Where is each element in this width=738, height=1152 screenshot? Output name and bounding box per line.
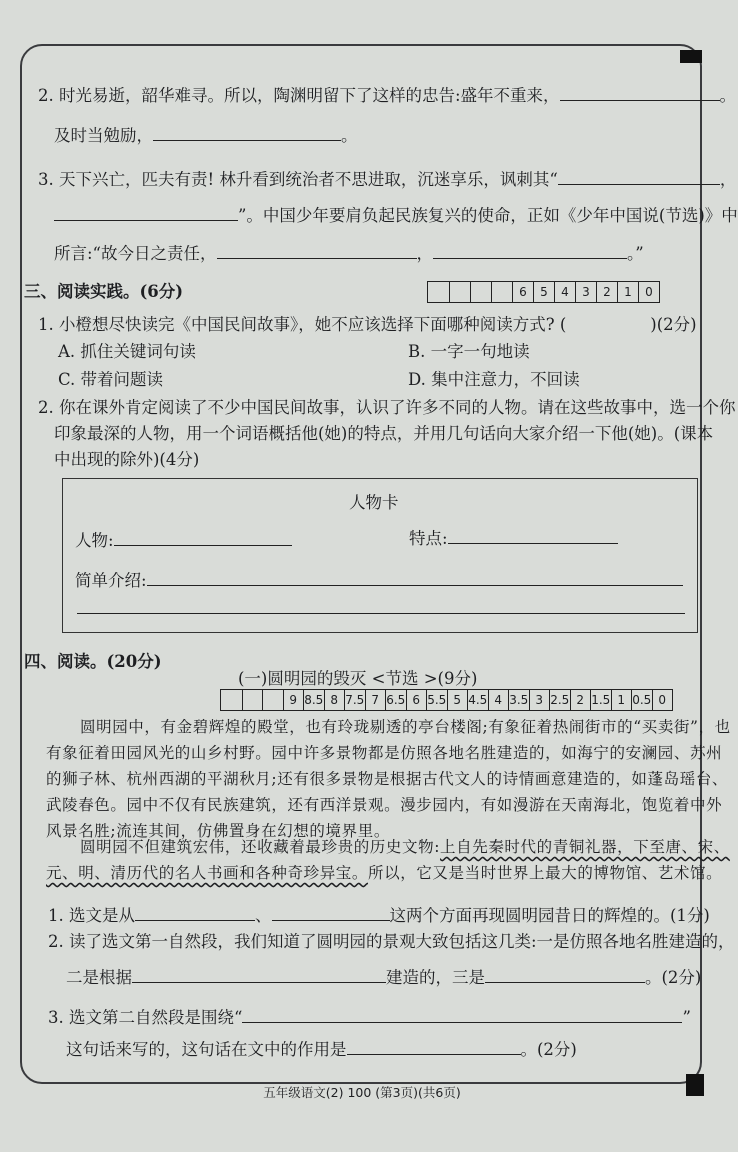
score-cell[interactable] — [491, 282, 512, 302]
score-cell[interactable] — [262, 690, 283, 710]
score-cell[interactable]: 3.5 — [508, 690, 529, 710]
answer-blank[interactable] — [433, 242, 627, 259]
passage-p2-line-1: 圆明园不但建筑宏伟，还收藏着最珍贵的历史文物:上自先秦时代的青铜礼器，下至唐、宋、 — [80, 838, 730, 856]
option-c[interactable]: C. 带着问题读 — [58, 370, 164, 389]
score-cell[interactable]: 0 — [638, 282, 659, 302]
sub-question-3-line-1: 3. 选文第二自然段是围绕“ ” — [48, 1008, 691, 1027]
score-cell[interactable] — [470, 282, 491, 302]
score-cell[interactable]: 9 — [283, 690, 304, 710]
underlined-sentence: 上自先秦时代的青铜礼器，下至唐、宋、 — [440, 838, 730, 856]
answer-blank[interactable] — [217, 242, 417, 259]
answer-blank[interactable] — [132, 966, 386, 983]
score-cell[interactable] — [221, 690, 242, 710]
score-box-section-3 — [427, 281, 660, 303]
answer-blank[interactable] — [347, 1038, 521, 1055]
score-cell[interactable]: 1 — [611, 690, 632, 710]
score-cell[interactable]: 6 — [406, 690, 427, 710]
score-cell[interactable] — [242, 690, 263, 710]
score-cell[interactable]: 1 — [617, 282, 638, 302]
intro-input-line-2[interactable] — [77, 597, 685, 614]
option-b[interactable]: B. 一字一句地读 — [408, 342, 530, 361]
section-4-title: 四、阅读。(20分) — [24, 652, 162, 671]
passage-p1-line-1: 圆明园中，有金碧辉煌的殿堂，也有玲珑剔透的亭台楼阁;有象征着热闹街市的“买卖街”，也 — [80, 718, 731, 736]
question-2-line-1: 2. 时光易逝，韶华难寻。所以，陶渊明留下了这样的忠告:盛年不重来， 。 — [38, 86, 737, 105]
score-cell[interactable]: 8 — [324, 690, 345, 710]
character-card — [62, 478, 698, 633]
trait-input[interactable] — [448, 527, 618, 544]
passage-title: (一)圆明园的毁灭 <节选 >(9分) — [238, 669, 478, 688]
score-box-section-4 — [220, 689, 673, 711]
passage-p1-line-3: 的狮子林、杭州西湖的平湖秋月;还有很多景物是根据古代文人的诗情画意建造的，如蓬岛瑶台、 — [46, 770, 729, 788]
option-d[interactable]: D. 集中注意力，不回读 — [408, 370, 580, 389]
answer-blank[interactable] — [135, 904, 255, 921]
score-cell[interactable]: 5.5 — [426, 690, 447, 710]
score-cell[interactable]: 8.5 — [303, 690, 324, 710]
answer-blank[interactable] — [242, 1006, 682, 1023]
score-cell[interactable]: 0 — [652, 690, 673, 710]
score-cell[interactable]: 5 — [447, 690, 468, 710]
passage-p2-line-2: 元、明、清历代的名人书画和各种奇珍异宝。所以，它又是当时世界上最大的博物馆、艺术馆。 — [46, 864, 723, 882]
score-cell[interactable]: 7.5 — [344, 690, 365, 710]
sub-question-2-line-1: 2. 读了选文第一自然段，我们知道了圆明园的景观大致包括这几类:一是仿照各地名胜建造的， — [48, 932, 735, 951]
reading-question-1: 1. 小橙想尽快读完《中国民间故事》，她不应该选择下面哪种阅读方式? ( )(2分) — [38, 315, 697, 334]
score-cell[interactable]: 2 — [570, 690, 591, 710]
score-cell[interactable]: 4 — [554, 282, 575, 302]
question-2-line-2: 及时当勉励， 。 — [54, 126, 358, 145]
section-3-title: 三、阅读实践。(6分) — [24, 282, 184, 301]
card-person-row: 人物: — [75, 529, 292, 553]
card-intro-row: 简单介绍: — [75, 569, 683, 593]
answer-blank[interactable] — [485, 966, 645, 983]
intro-input[interactable] — [147, 569, 683, 586]
score-cell[interactable] — [449, 282, 470, 302]
card-trait-row: 特点: — [409, 527, 618, 551]
reading-question-2-line-1: 2. 你在课外肯定阅读了不少中国民间故事，认识了许多不同的人物。请在这些故事中，选一个你 — [38, 398, 736, 417]
score-cell[interactable]: 7 — [365, 690, 386, 710]
score-cell[interactable]: 2.5 — [549, 690, 570, 710]
passage-p1-line-4: 武陵春色。园中不仅有民族建筑，还有西洋景观。漫步园内，有如漫游在天南海北，饱览着中外 — [46, 796, 723, 814]
underlined-sentence: 元、明、清历代的名人书画和各种奇珍异宝。 — [46, 864, 369, 882]
card-title: 人物卡 — [349, 493, 399, 512]
score-cell[interactable]: 4 — [488, 690, 509, 710]
score-cell[interactable]: 3 — [575, 282, 596, 302]
answer-blank[interactable] — [153, 124, 341, 141]
option-a[interactable]: A. 抓住关键词句读 — [58, 342, 196, 361]
question-3-line-2: ”。中国少年要肩负起民族复兴的使命，正如《少年中国说(节选)》中 — [54, 204, 738, 228]
score-cell[interactable]: 4.5 — [467, 690, 488, 710]
sub-question-1: 1. 选文是从 、 这两个方面再现圆明园昔日的辉煌的。(1分) — [48, 906, 710, 925]
score-cell[interactable]: 2 — [596, 282, 617, 302]
reading-question-2-line-3: 中出现的除外)(4分) — [54, 450, 200, 469]
score-cell[interactable]: 6.5 — [385, 690, 406, 710]
score-cell[interactable]: 0.5 — [631, 690, 652, 710]
score-cell[interactable]: 3 — [529, 690, 550, 710]
score-cell[interactable]: 5 — [533, 282, 554, 302]
answer-blank[interactable] — [558, 168, 720, 185]
score-cell[interactable] — [428, 282, 449, 302]
question-3-line-1: 3. 天下兴亡，匹夫有责! 林升看到统治者不思进取，沉迷享乐，讽刺其“ ， — [38, 170, 737, 189]
sub-question-3-line-2: 这句话来写的，这句话在文中的作用是 。(2分) — [66, 1040, 577, 1059]
page-footer: 五年级语文(2) 100 (第3页)(共6页) — [263, 1085, 461, 1100]
score-cell[interactable]: 1.5 — [590, 690, 611, 710]
sub-question-2-line-2: 二是根据 建造的，三是 。(2分) — [66, 968, 702, 987]
answer-blank[interactable] — [560, 84, 720, 101]
reading-question-2-line-2: 印象最深的人物，用一个词语概括他(她)的特点，并用几句话向大家介绍一下他(她)。(课本 — [54, 424, 714, 443]
person-input[interactable] — [114, 529, 292, 546]
score-cell[interactable]: 6 — [512, 282, 533, 302]
question-3-line-3: 所言:“故今日之责任， ， 。” — [54, 244, 644, 263]
answer-blank[interactable] — [272, 904, 390, 921]
passage-p1-line-5: 风景名胜;流连其间，仿佛置身在幻想的境界里。 — [46, 822, 390, 840]
passage-p1-line-2: 有象征着田园风光的山乡村野。园中许多景物都是仿照各地名胜建造的，如海宁的安澜园、苏州 — [46, 744, 723, 762]
corner-mark-top — [680, 50, 702, 63]
answer-blank[interactable] — [54, 204, 238, 221]
